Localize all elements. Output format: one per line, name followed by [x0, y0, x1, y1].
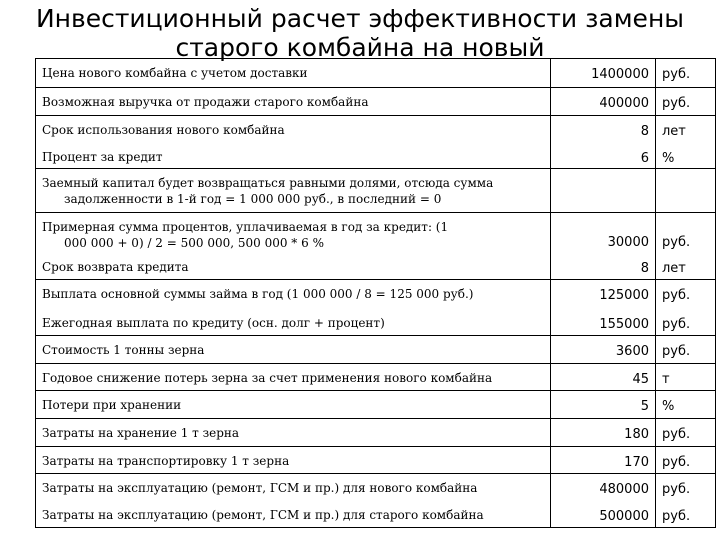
- row-label: Затраты на транспортировку 1 т зерна: [36, 447, 551, 474]
- table-row: [36, 253, 716, 280]
- title-line-1: Инвестиционный расчет эффективности замены: [35, 4, 685, 33]
- row-value: [551, 169, 656, 213]
- row-value: 400000: [551, 88, 656, 116]
- table-row: [36, 88, 716, 116]
- row-unit: [656, 169, 716, 213]
- row-value: 170: [551, 447, 656, 474]
- table-row: [36, 169, 716, 213]
- table-row: [36, 391, 716, 419]
- table-row: [36, 213, 716, 253]
- row-label-line-1: Заемный капитал будет возвращаться равными долями, отсюда сумма: [42, 176, 494, 190]
- row-unit: руб.: [656, 336, 716, 364]
- row-unit: руб.: [656, 213, 716, 253]
- row-label: Срок возврата кредита: [36, 253, 551, 280]
- table-row: [36, 309, 716, 336]
- row-unit: руб.: [656, 419, 716, 447]
- row-value: 480000: [551, 474, 656, 501]
- table-row: [36, 419, 716, 447]
- row-value: 5: [551, 391, 656, 419]
- row-value: 8: [551, 253, 656, 280]
- row-value: 500000: [551, 501, 656, 528]
- table-row: [36, 336, 716, 364]
- row-label-line-2: задолженности в 1-й год = 1 000 000 руб., в последний = 0: [64, 192, 442, 206]
- row-value: 125000: [551, 280, 656, 309]
- row-label: [36, 213, 551, 253]
- row-unit: %: [656, 143, 716, 169]
- row-unit: %: [656, 391, 716, 419]
- row-unit: руб.: [656, 474, 716, 501]
- row-value: 8: [551, 116, 656, 143]
- row-unit: руб.: [656, 501, 716, 528]
- row-unit: т: [656, 364, 716, 391]
- table-row: [36, 501, 716, 528]
- row-unit: лет: [656, 116, 716, 143]
- row-value: 30000: [551, 213, 656, 253]
- row-value: 180: [551, 419, 656, 447]
- row-label: Затраты на эксплуатацию (ремонт, ГСМ и пр.) для старого комбайна: [36, 501, 551, 528]
- row-label: Ежегодная выплата по кредиту (осн. долг + процент): [36, 309, 551, 336]
- table-row: [36, 474, 716, 501]
- row-value: 6: [551, 143, 656, 169]
- row-label: Затраты на эксплуатацию (ремонт, ГСМ и пр.) для нового комбайна: [36, 474, 551, 501]
- table-row: [36, 364, 716, 391]
- row-label: [36, 169, 551, 213]
- row-value: 155000: [551, 309, 656, 336]
- row-unit: руб.: [656, 447, 716, 474]
- row-label: Потери при хранении: [36, 391, 551, 419]
- row-label: Возможная выручка от продажи старого комбайна: [36, 88, 551, 116]
- title-line-2: старого комбайна на новый: [175, 33, 545, 62]
- row-unit: лет: [656, 253, 716, 280]
- row-label: Стоимость 1 тонны зерна: [36, 336, 551, 364]
- table-row: [36, 59, 716, 88]
- table-row: [36, 116, 716, 143]
- row-label: Затраты на хранение 1 т зерна: [36, 419, 551, 447]
- row-unit: руб.: [656, 88, 716, 116]
- row-unit: руб.: [656, 309, 716, 336]
- row-value: 3600: [551, 336, 656, 364]
- page-title: [0, 4, 720, 62]
- row-label: Процент за кредит: [36, 143, 551, 169]
- row-label-line-2: 000 000 + 0) / 2 = 500 000, 500 000 * 6 %: [64, 236, 324, 250]
- row-label: Выплата основной суммы займа в год (1 000 000 / 8 = 125 000 руб.): [36, 280, 551, 309]
- table-row: [36, 143, 716, 169]
- row-label: Цена нового комбайна с учетом доставки: [36, 59, 551, 88]
- row-unit: руб.: [656, 59, 716, 88]
- row-value: 45: [551, 364, 656, 391]
- row-label: Годовое снижение потерь зерна за счет применения нового комбайна: [36, 364, 551, 391]
- row-unit: руб.: [656, 280, 716, 309]
- row-label: Срок использования нового комбайна: [36, 116, 551, 143]
- table-row: [36, 447, 716, 474]
- investment-table: [35, 58, 716, 528]
- table-row: [36, 280, 716, 309]
- row-value: 1400000: [551, 59, 656, 88]
- row-label-line-1: Примерная сумма процентов, уплачиваемая в год за кредит: (1: [42, 220, 449, 234]
